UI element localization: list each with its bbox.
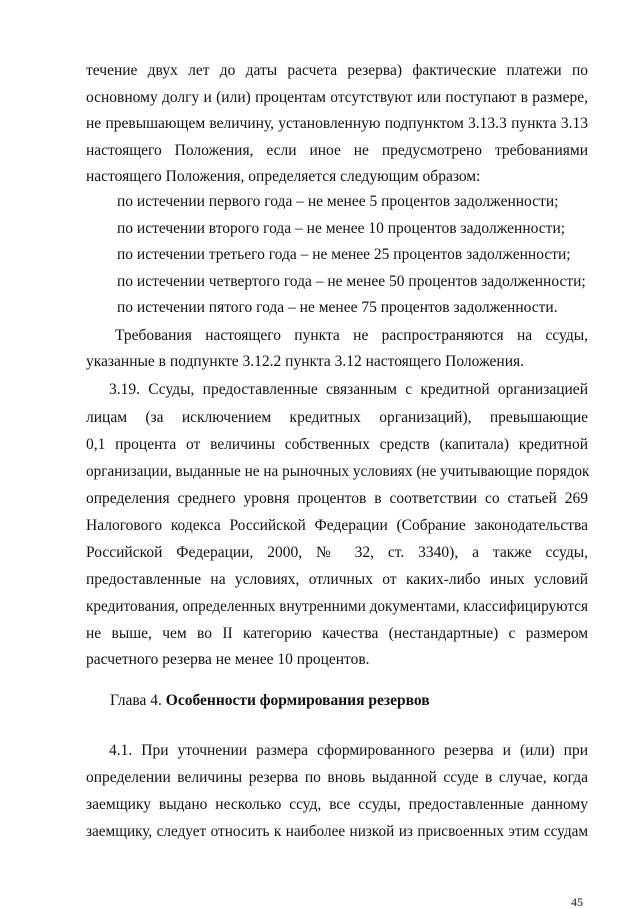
text-line: течение двух лет до даты расчета резерва) фактические платежи по bbox=[86, 62, 588, 79]
text-line: предоставленные на условиях, отличных от каких-либо иных условий bbox=[86, 571, 588, 588]
text-line: 3.19. Ссуды, предоставленные связанным с кредитной организацией bbox=[109, 381, 588, 398]
list-item: по истечении пятого года – не менее 75 процентов задолженности. bbox=[117, 299, 558, 316]
text-line: основному долгу и (или) процентам отсутствуют или поступают в размере, bbox=[86, 89, 588, 106]
chapter-prefix: Глава 4. bbox=[110, 692, 162, 709]
text-line: настоящего Положения, если иное не предусмотрено требованиями bbox=[86, 142, 588, 159]
text-line: лицам (за исключением кредитных организаций), превышающие bbox=[86, 409, 588, 426]
text-line: Требования настоящего пункта не распространяются на ссуды, bbox=[115, 327, 588, 344]
list-item: по истечении третьего года – не менее 25 процентов задолженности; bbox=[117, 246, 571, 263]
list-item: по истечении второго года – не менее 10 процентов задолженности; bbox=[117, 220, 566, 237]
chapter-title: Особенности формирования резервов bbox=[165, 692, 430, 709]
page-number: 45 bbox=[571, 895, 583, 909]
text-line: определения среднего уровня процентов в соответствии со статьей 269 bbox=[86, 490, 588, 507]
text-line: указанные в подпункте 3.12.2 пункта 3.12 настоящего Положения. bbox=[86, 353, 525, 370]
text-line: Налогового кодекса Российской Федерации (Собрание законодательства bbox=[86, 517, 588, 534]
chapter-heading bbox=[110, 691, 430, 711]
text-line: организации, выданные не на рыночных условиях (не учитывающие порядок bbox=[86, 463, 590, 480]
list-item: по истечении первого года – не менее 5 процентов задолженности; bbox=[117, 193, 559, 210]
list-item: по истечении четвертого года – не менее 50 процентов задолженности; bbox=[117, 273, 586, 290]
text-line: заемщику, следует относить к наиболее низкой из присвоенных этим ссудам bbox=[86, 823, 588, 840]
text-line: Российской Федерации, 2000, № 32, ст. 3340), а также ссуды, bbox=[86, 544, 588, 561]
text-line: настоящего Положения, определяется следующим образом: bbox=[86, 168, 481, 185]
text-line: кредитования, определенных внутренними документами, классифицируются bbox=[86, 598, 588, 615]
text-line: расчетного резерва не менее 10 процентов. bbox=[86, 651, 370, 668]
text-line: не превышающем величину, установленную подпунктом 3.13.3 пункта 3.13 bbox=[86, 115, 588, 132]
text-line: определении величины резерва по вновь выданной ссуде в случае, когда bbox=[86, 769, 588, 786]
text-line: 4.1. При уточнении размера сформированного резерва и (или) при bbox=[109, 742, 588, 759]
text-line: не выше, чем во II категорию качества (нестандартные) с размером bbox=[86, 625, 588, 642]
text-line: 0,1 процента от величины собственных средств (капитала) кредитной bbox=[86, 436, 588, 453]
text-line: заемщику выдано несколько ссуд, все ссуды, предоставленные данному bbox=[86, 796, 588, 813]
